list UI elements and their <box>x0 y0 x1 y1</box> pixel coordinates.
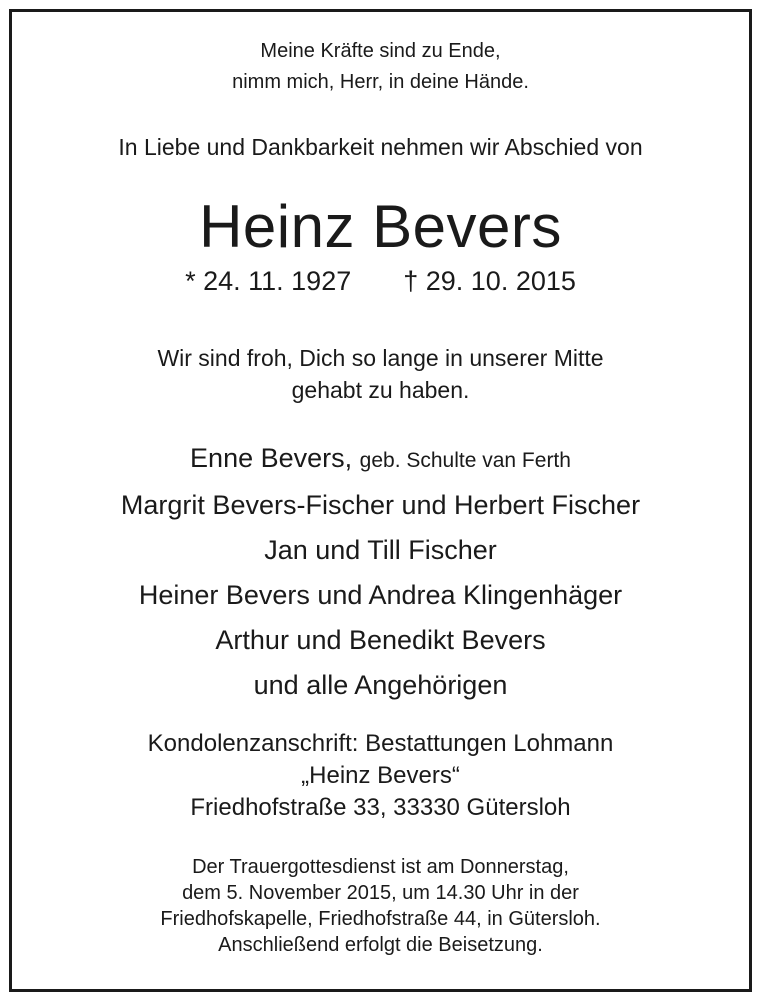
service-line: Anschließend erfolgt die Beisetzung. <box>218 934 543 956</box>
motto-line: Meine Kräfte sind zu Ende, <box>260 40 501 62</box>
mourner-maiden-name: geb. Schulte van Ferth <box>359 449 571 472</box>
obituary-notice <box>9 9 752 992</box>
life-dates <box>12 263 749 299</box>
deceased-name <box>12 188 749 266</box>
service-line: Der Trauergottesdienst ist am Donnerstag, <box>192 856 569 878</box>
quote-line: Wir sind froh, Dich so lange in unserer Mitte <box>157 345 604 371</box>
mourner-line <box>12 436 749 483</box>
mourner-line: Margrit Bevers-Fischer und Herbert Fischer <box>120 490 641 520</box>
address-line: „Heinz Bevers“ <box>301 762 460 789</box>
quote-line: gehabt zu haben. <box>291 377 470 403</box>
intro-line: In Liebe und Dankbarkeit nehmen wir Abschied von <box>118 134 643 160</box>
birth-date: * 24. 11. 1927 <box>185 266 352 296</box>
mourner-name: Enne Bevers, <box>190 443 353 473</box>
death-date: † 29. 10. 2015 <box>403 266 576 296</box>
memorial-quote <box>12 342 749 406</box>
motto-verse <box>12 36 749 98</box>
deceased-name-text: Heinz Bevers <box>199 193 562 260</box>
service-line: Friedhofskapelle, Friedhofstraße 44, in Gütersloh. <box>160 908 601 930</box>
address-line: Kondolenzanschrift: Bestattungen Lohmann <box>147 730 614 757</box>
service-line: dem 5. November 2015, um 14.30 Uhr in der <box>182 882 579 904</box>
mourners-list <box>12 436 749 708</box>
mourner-line: Arthur und Benedikt Bevers <box>215 625 546 655</box>
address-line: Friedhofstraße 33, 33330 Gütersloh <box>190 794 571 821</box>
intro-text <box>12 132 749 162</box>
mourner-line: Heiner Bevers und Andrea Klingenhäger <box>138 580 623 610</box>
funeral-service-info <box>12 854 749 958</box>
mourner-line: Jan und Till Fischer <box>264 535 497 565</box>
motto-line: nimm mich, Herr, in deine Hände. <box>232 71 529 93</box>
condolence-address <box>12 728 749 824</box>
mourner-line: und alle Angehörigen <box>253 670 508 700</box>
